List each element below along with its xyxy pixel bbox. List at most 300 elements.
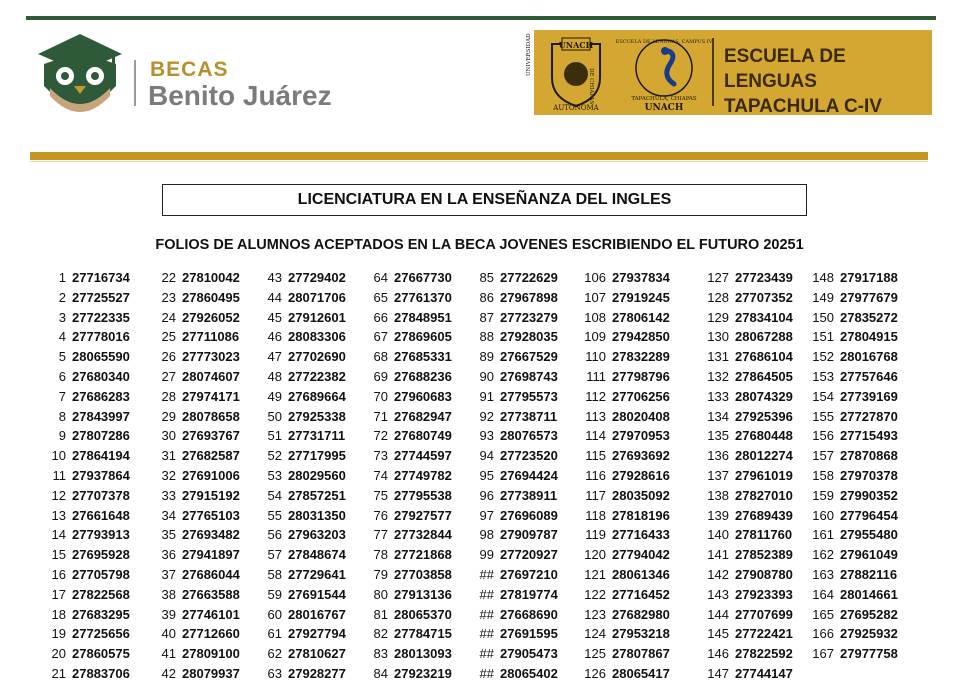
folio-number: 27682947 — [394, 408, 452, 424]
table-row — [252, 467, 356, 487]
row-number: 141 — [707, 547, 729, 563]
folio-number: 28020408 — [612, 408, 670, 424]
table-row — [146, 447, 250, 467]
folio-number: 27661648 — [72, 507, 130, 523]
folio-number: 27908780 — [735, 567, 793, 582]
table-row — [40, 526, 144, 546]
table-row — [693, 447, 797, 467]
table-row — [464, 665, 568, 685]
row-number: 118 — [585, 507, 606, 523]
row-number: 54 — [267, 487, 282, 503]
table-row — [572, 507, 676, 527]
row-number: 66 — [373, 309, 388, 325]
table-row — [40, 507, 144, 527]
table-row — [40, 309, 144, 329]
row-number: 130 — [707, 329, 729, 345]
row-number: 63 — [267, 666, 282, 681]
row-number: 17 — [51, 586, 66, 602]
top-rule — [26, 16, 936, 20]
folio-number: 27689664 — [288, 388, 346, 404]
folio-number: 27926052 — [182, 309, 240, 325]
row-number: 50 — [267, 408, 282, 424]
folio-number: 27707699 — [735, 606, 793, 622]
row-number: 140 — [707, 527, 729, 543]
row-number: 142 — [707, 567, 729, 582]
row-number: 128 — [707, 289, 729, 305]
table-row — [146, 665, 250, 685]
row-number: 13 — [51, 507, 66, 523]
school-name — [724, 44, 932, 119]
table-row — [358, 487, 462, 507]
folio-number: 27680340 — [72, 369, 130, 384]
table-row — [40, 447, 144, 467]
row-number: 123 — [584, 606, 606, 622]
table-row — [693, 606, 797, 626]
row-number: 98 — [479, 527, 494, 543]
folio-number: 27798796 — [612, 369, 670, 384]
table-row — [358, 586, 462, 606]
row-number: 126 — [584, 666, 606, 681]
folio-number: 27925338 — [288, 408, 346, 424]
row-number: 4 — [58, 329, 66, 345]
row-number: 38 — [161, 586, 176, 602]
folio-number: 27717995 — [288, 448, 346, 464]
row-number: ## — [479, 606, 494, 622]
folio-number: 27795538 — [394, 487, 452, 503]
row-number: 119 — [585, 527, 606, 543]
table-row — [40, 388, 144, 408]
folio-number: 27731711 — [288, 428, 346, 444]
folio-number: 27773023 — [182, 349, 240, 365]
table-row — [464, 408, 568, 428]
table-row — [40, 328, 144, 348]
folio-number: 27961049 — [840, 547, 898, 563]
folio-number: 27716452 — [612, 586, 670, 602]
folio-number: 27990352 — [840, 487, 898, 503]
folio-number: 27688236 — [394, 369, 452, 384]
folio-number: 27917188 — [840, 270, 898, 285]
folio-number: 27883706 — [72, 666, 130, 681]
folio-number: 27723279 — [500, 309, 558, 325]
folio-number: 28065370 — [394, 606, 452, 622]
table-row — [146, 606, 250, 626]
table-row — [464, 348, 568, 368]
row-number: 33 — [161, 487, 176, 503]
table-row — [693, 388, 797, 408]
row-number: 6 — [58, 369, 66, 384]
row-number: 109 — [584, 329, 606, 345]
row-number: 56 — [267, 527, 282, 543]
table-row — [464, 606, 568, 626]
table-row — [572, 388, 676, 408]
folio-number: 27680749 — [394, 428, 452, 444]
table-row — [146, 645, 250, 665]
table-row — [572, 408, 676, 428]
row-number: 129 — [707, 309, 729, 325]
row-number: 76 — [373, 507, 388, 523]
table-row — [252, 328, 356, 348]
table-row — [798, 309, 902, 329]
table-row — [798, 368, 902, 388]
table-row — [464, 467, 568, 487]
folio-number: 27912601 — [288, 309, 346, 325]
row-number: 167 — [812, 646, 834, 662]
row-number: 82 — [373, 626, 388, 642]
folio-number: 27744597 — [394, 448, 452, 464]
row-number: 159 — [812, 487, 834, 503]
folio-number: 28083306 — [288, 329, 346, 345]
row-number: 80 — [373, 586, 388, 602]
folio-number: 27746101 — [182, 606, 240, 622]
table-row — [693, 645, 797, 665]
row-number: 32 — [161, 468, 176, 483]
folio-number: 27835272 — [840, 309, 898, 325]
folio-number: 27967898 — [500, 289, 558, 305]
row-number: 117 — [585, 487, 606, 503]
row-number: 69 — [373, 369, 388, 384]
row-number: 165 — [812, 606, 834, 622]
folio-number: 27810042 — [182, 270, 240, 285]
table-row — [572, 546, 676, 566]
row-number: ## — [479, 567, 494, 582]
folio-number: 27732844 — [394, 527, 452, 543]
table-row — [146, 546, 250, 566]
table-row — [252, 566, 356, 586]
table-row — [146, 467, 250, 487]
row-number: 84 — [373, 666, 388, 681]
folio-number: 27955480 — [840, 527, 898, 543]
folio-number: 27695282 — [840, 606, 898, 622]
row-number: 162 — [812, 547, 834, 563]
table-row — [572, 526, 676, 546]
folio-number: 27864194 — [72, 448, 130, 464]
folio-number: 27928035 — [500, 329, 558, 345]
row-number: ## — [479, 646, 494, 662]
row-number: 58 — [267, 567, 282, 582]
table-row — [572, 289, 676, 309]
row-number: 37 — [161, 567, 176, 582]
table-row — [693, 328, 797, 348]
row-number: 90 — [479, 369, 494, 384]
table-row — [146, 408, 250, 428]
folio-number: 27953218 — [612, 626, 670, 642]
row-number: 93 — [479, 428, 494, 444]
row-number: 68 — [373, 349, 388, 365]
table-row — [252, 625, 356, 645]
folio-number: 27927794 — [288, 626, 346, 642]
folio-number: 27729641 — [288, 567, 346, 582]
table-row — [358, 328, 462, 348]
row-number: 35 — [161, 527, 176, 543]
row-number: 71 — [373, 408, 388, 424]
row-number: 154 — [812, 388, 834, 404]
escuela-lenguas-seal-icon — [615, 32, 718, 113]
folio-number: 27711086 — [182, 329, 240, 345]
folio-number: 28071706 — [288, 289, 346, 305]
table-row — [252, 586, 356, 606]
seal2-ring-text: ESCUELA DE LENGUAS, CAMPUS IV — [615, 39, 713, 45]
folio-number: 28074329 — [735, 388, 793, 404]
table-row — [40, 625, 144, 645]
row-number: 148 — [812, 270, 834, 285]
row-number: 61 — [267, 626, 282, 642]
table-row — [358, 467, 462, 487]
table-row — [146, 507, 250, 527]
folio-number: 27697210 — [500, 567, 558, 582]
folio-number: 27925396 — [735, 408, 793, 424]
folio-number: 27720927 — [500, 547, 558, 563]
folio-number: 27810627 — [288, 646, 346, 662]
table-row — [572, 665, 676, 685]
row-number: 132 — [707, 369, 729, 384]
folio-number: 27827010 — [735, 487, 793, 503]
row-number: 52 — [267, 448, 282, 464]
row-number: 27 — [161, 369, 176, 384]
folio-number: 28078658 — [182, 408, 240, 424]
school-line-2: TAPACHULA C-IV — [724, 96, 882, 117]
row-number: 5 — [58, 349, 66, 365]
folio-number: 27977679 — [840, 289, 898, 305]
folio-number: 27723439 — [735, 270, 793, 285]
row-number: 3 — [58, 309, 66, 325]
row-number: 30 — [161, 428, 176, 444]
folio-number: 27822592 — [735, 646, 793, 662]
folio-number: 27722335 — [72, 309, 130, 325]
folio-number: 27806142 — [612, 309, 670, 325]
folio-number: 27778016 — [72, 329, 130, 345]
folio-number: 27765103 — [182, 507, 240, 523]
folio-number: 27963203 — [288, 527, 346, 543]
row-number: 138 — [707, 487, 729, 503]
table-row — [252, 645, 356, 665]
row-number: 91 — [479, 388, 494, 404]
table-row — [40, 606, 144, 626]
table-row — [358, 269, 462, 289]
folio-number: 27811760 — [735, 527, 793, 543]
table-row — [798, 546, 902, 566]
folio-number: 27864505 — [735, 369, 793, 384]
row-number: 161 — [812, 527, 834, 543]
seal-left-text: UNIVERSIDAD — [526, 33, 532, 76]
folio-number: 27882116 — [840, 567, 898, 582]
folio-number: 27668690 — [500, 606, 558, 622]
row-number: 24 — [161, 309, 176, 325]
table-row — [798, 606, 902, 626]
folio-number: 27961019 — [735, 468, 793, 483]
row-number: 19 — [51, 626, 66, 642]
folio-number: 27703858 — [394, 567, 452, 582]
table-row — [464, 289, 568, 309]
table-row — [464, 388, 568, 408]
row-number: 1 — [58, 270, 66, 285]
row-number: 145 — [707, 626, 729, 642]
row-number: 121 — [584, 567, 606, 582]
row-number: 39 — [161, 606, 176, 622]
table-row — [798, 269, 902, 289]
table-row — [464, 487, 568, 507]
row-number: 79 — [373, 567, 388, 582]
row-number: 62 — [267, 646, 282, 662]
table-row — [358, 368, 462, 388]
table-row — [572, 467, 676, 487]
row-number: 55 — [267, 507, 282, 523]
folio-number: 28065402 — [500, 666, 558, 681]
folio-number: 28065590 — [72, 349, 130, 365]
table-row — [572, 269, 676, 289]
row-number: 156 — [812, 428, 834, 444]
row-number: 87 — [479, 309, 494, 325]
table-row — [252, 368, 356, 388]
folio-number: 28035092 — [612, 487, 670, 503]
folio-number: 27923219 — [394, 666, 452, 681]
row-number: 160 — [812, 507, 834, 523]
folio-number: 28076573 — [500, 428, 558, 444]
row-number: 25 — [161, 329, 176, 345]
folio-number: 28029560 — [288, 468, 346, 483]
row-number: 74 — [373, 468, 388, 483]
table-row — [464, 269, 568, 289]
table-row — [693, 269, 797, 289]
row-number: 108 — [584, 309, 606, 325]
folio-number: 27913136 — [394, 586, 452, 602]
table-row — [40, 427, 144, 447]
table-row — [358, 447, 462, 467]
folio-number: 27683295 — [72, 606, 130, 622]
folio-number: 27928277 — [288, 666, 346, 681]
folio-number: 27818196 — [612, 507, 670, 523]
table-row — [252, 408, 356, 428]
row-number: 29 — [161, 408, 176, 424]
table-row — [572, 447, 676, 467]
table-row — [358, 526, 462, 546]
folio-number: 27869605 — [394, 329, 452, 345]
row-number: 81 — [373, 606, 388, 622]
folio-number: 27693692 — [612, 448, 670, 464]
folio-number: 27689439 — [735, 507, 793, 523]
folio-number: 27705798 — [72, 567, 130, 582]
folio-number: 27702690 — [288, 349, 346, 365]
row-number: 131 — [707, 349, 729, 365]
folio-number: 28016767 — [288, 606, 346, 622]
row-number: 75 — [373, 487, 388, 503]
table-row — [798, 348, 902, 368]
table-row — [693, 487, 797, 507]
row-number: 163 — [812, 567, 834, 582]
row-number: 26 — [161, 349, 176, 365]
folio-number: 27739169 — [840, 388, 898, 404]
row-number: 151 — [812, 329, 834, 345]
row-number: 158 — [812, 468, 834, 483]
table-row — [40, 586, 144, 606]
table-row — [693, 526, 797, 546]
folio-number: 27744147 — [735, 666, 793, 681]
row-number: 70 — [373, 388, 388, 404]
row-number: 110 — [585, 349, 606, 365]
gold-divider — [30, 152, 928, 160]
row-number: 47 — [267, 349, 282, 365]
folio-number: 27722382 — [288, 369, 346, 384]
table-row — [252, 507, 356, 527]
row-number: 147 — [707, 666, 729, 681]
brand-line-1: BECAS — [150, 58, 229, 81]
table-row — [146, 526, 250, 546]
seal-right-text: DE CHIAPAS — [588, 68, 594, 105]
folio-number: 27925932 — [840, 626, 898, 642]
table-row — [358, 427, 462, 447]
table-row — [693, 467, 797, 487]
table-row — [464, 566, 568, 586]
table-row — [358, 665, 462, 685]
folio-number: 28016768 — [840, 349, 898, 365]
table-row — [693, 408, 797, 428]
row-number: 57 — [267, 547, 282, 563]
row-number: 65 — [373, 289, 388, 305]
table-row — [40, 546, 144, 566]
table-row — [252, 526, 356, 546]
row-number: 146 — [707, 646, 729, 662]
table-row — [146, 566, 250, 586]
table-row — [572, 368, 676, 388]
program-title: LICENCIATURA EN LA ENSEÑANZA DEL INGLES — [162, 184, 807, 216]
folio-number: 27941897 — [182, 547, 240, 563]
folio-number: 27725527 — [72, 289, 130, 305]
table-row — [358, 348, 462, 368]
folio-number: 27960683 — [394, 388, 452, 404]
folio-number: 27738911 — [500, 487, 558, 503]
row-number: 94 — [479, 448, 494, 464]
folio-number: 28014661 — [840, 586, 898, 602]
row-number: 116 — [585, 468, 606, 483]
row-number: 144 — [707, 606, 729, 622]
table-row — [358, 309, 462, 329]
row-number: ## — [479, 666, 494, 681]
row-number: 153 — [812, 369, 834, 384]
table-row — [798, 507, 902, 527]
folio-number: 27686283 — [72, 388, 130, 404]
row-number: 78 — [373, 547, 388, 563]
row-number: 115 — [585, 448, 606, 464]
row-number: 67 — [373, 329, 388, 345]
table-row — [572, 606, 676, 626]
row-number: 21 — [51, 666, 66, 681]
table-row — [798, 467, 902, 487]
table-row — [464, 526, 568, 546]
folio-number: 27716433 — [612, 527, 670, 543]
row-number: 51 — [267, 428, 282, 444]
folio-number: 27667529 — [500, 349, 558, 365]
folio-number: 27819774 — [500, 586, 558, 602]
table-row — [798, 645, 902, 665]
table-row — [798, 388, 902, 408]
table-row — [358, 606, 462, 626]
table-row — [572, 309, 676, 329]
folio-number: 27937864 — [72, 468, 130, 483]
row-number: 28 — [161, 388, 176, 404]
table-row — [252, 348, 356, 368]
table-row — [693, 665, 797, 685]
folio-number: 27696089 — [500, 507, 558, 523]
table-row — [693, 427, 797, 447]
row-number: 40 — [161, 626, 176, 642]
seal2-city-text: TAPACHULA, CHIAPAS — [631, 96, 697, 102]
table-row — [464, 368, 568, 388]
folio-number: 27977758 — [840, 646, 898, 662]
table-row — [358, 408, 462, 428]
row-number: 20 — [51, 646, 66, 662]
becas-logo-icon — [30, 28, 130, 124]
table-row — [252, 289, 356, 309]
folio-number: 27970953 — [612, 428, 670, 444]
